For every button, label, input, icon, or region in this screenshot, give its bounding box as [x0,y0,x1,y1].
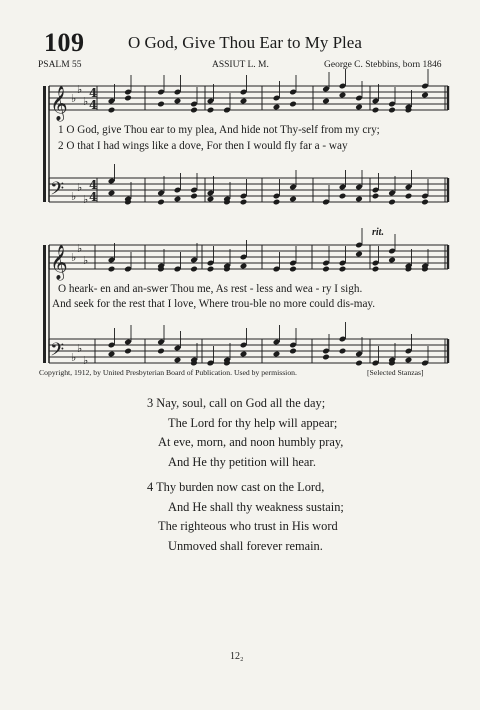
flat-icon: ♭ [83,354,89,367]
note-head-icon [190,193,198,200]
flat-icon: ♭ [77,83,83,96]
note-head-icon [174,357,182,364]
stanza-3-line: 3 Nay, soul, call on God all the day; [147,396,326,410]
lyric-line-1-stanza-1: 1 O God, give Thou ear to my plea, And hide not Thy-self from my cry; [58,124,380,136]
note-head-icon [339,348,347,355]
flat-icon: ♭ [83,254,89,267]
note-head-icon [157,101,165,108]
note-head-icon [421,92,429,99]
time-signature: 4 [89,190,98,204]
note-head-icon [322,98,330,105]
note-head-icon [355,104,363,111]
flat-icon: ♭ [71,190,77,203]
tune-name: ASSIUT L. M. [212,60,269,70]
note-head-icon [322,354,330,361]
bass-clef-icon: 𝄢 [50,179,65,204]
copyright-notice: Copyright, 1912, by United Presbyterian Board of Publication. Used by permission. [39,368,297,377]
lyric-line-2-stanza-2: And seek for the rest that I love, Where trou-ble no more could dis-may. [52,298,376,310]
system-brace [43,245,46,363]
note-head-icon [157,199,165,206]
note-head-icon [355,196,363,203]
note-head-icon [355,251,363,258]
selected-stanzas-note: [Selected Stanzas] [367,368,424,377]
time-signature: 4 [89,178,98,192]
flat-icon: ♭ [77,242,83,255]
note-head-icon [421,199,429,206]
stanza-4 [147,478,344,556]
treble-clef-icon: 𝄞 [50,86,68,121]
note-head-icon [240,263,248,270]
note-head-icon [207,107,215,114]
note-head-icon [190,266,198,273]
time-signature: 4 [89,98,98,112]
stanza-3-line: The Lord for thy help will appear; [168,415,338,430]
note-head-icon [273,351,281,358]
flat-icon: ♭ [83,95,89,108]
note-head-icon [388,107,396,114]
note-head-icon [108,107,116,114]
ritardando-marking: rit. [372,227,384,238]
flat-icon: ♭ [83,193,89,206]
note-head-icon [240,98,248,105]
note-head-icon [405,193,413,200]
note-head-icon [339,266,347,273]
note-head-icon [289,266,297,273]
note-head-icon [289,348,297,355]
note-head-icon [108,190,116,197]
note-head-icon [388,257,396,264]
flat-icon: ♭ [77,181,83,194]
stanza-3-line: And He thy petition will hear. [168,454,316,469]
note-head-icon [289,196,297,203]
note-head-icon [372,266,380,273]
note-head-icon [174,196,182,203]
note-head-icon [108,351,116,358]
lyric-line-2-stanza-1: O heark- en and an-swer Thou me, As rest - less and wea - ry I sigh. [58,283,363,295]
stanza-3 [147,394,343,472]
note-head-icon [355,360,363,367]
note-head-icon [174,98,182,105]
treble-clef-icon: 𝄞 [50,245,68,280]
flat-icon: ♭ [77,342,83,355]
stanza-3-line: At eve, morn, and noon humbly pray, [158,435,344,450]
page-number: 12₂ [230,651,244,662]
note-head-icon [273,104,281,111]
note-head-icon [124,348,132,355]
bass-clef-icon: 𝄢 [50,340,65,365]
note-head-icon [322,266,330,273]
flat-icon: ♭ [71,351,77,364]
stanza-4-line: And He shall thy weakness sustain; [168,499,344,514]
stanza-4-line: The righteous who trust in His word [158,519,338,534]
note-head-icon [372,193,380,200]
lyric-line-1-stanza-2: 2 O that I had wings like a dove, For then I would fly far a - way [58,140,348,152]
composer-credit: George C. Stebbins, born 1846 [324,60,442,70]
note-head-icon [240,351,248,358]
hymn-number: 109 [44,28,85,57]
note-head-icon [207,196,215,203]
system-brace [43,86,46,202]
psalm-reference: PSALM 55 [38,60,82,70]
flat-icon: ♭ [71,251,77,264]
note-head-icon [339,92,347,99]
note-head-icon [190,107,198,114]
note-head-icon [108,266,116,273]
note-head-icon [388,199,396,206]
note-head-icon [124,95,132,102]
note-head-icon [273,199,281,206]
stanza-4-line: Unmoved shall forever remain. [168,538,323,553]
stanza-4-line: 4 Thy burden now cast on the Lord, [147,480,325,494]
time-signature: 4 [89,86,98,100]
note-head-icon [157,348,165,355]
note-head-icon [240,199,248,206]
note-head-icon [207,266,215,273]
note-head-icon [405,357,413,364]
note-head-icon [339,193,347,200]
note-head-icon [289,101,297,108]
hymn-title: O God, Give Thou Ear to My Plea [128,33,362,52]
flat-icon: ♭ [71,92,77,105]
note-head-icon [372,107,380,114]
